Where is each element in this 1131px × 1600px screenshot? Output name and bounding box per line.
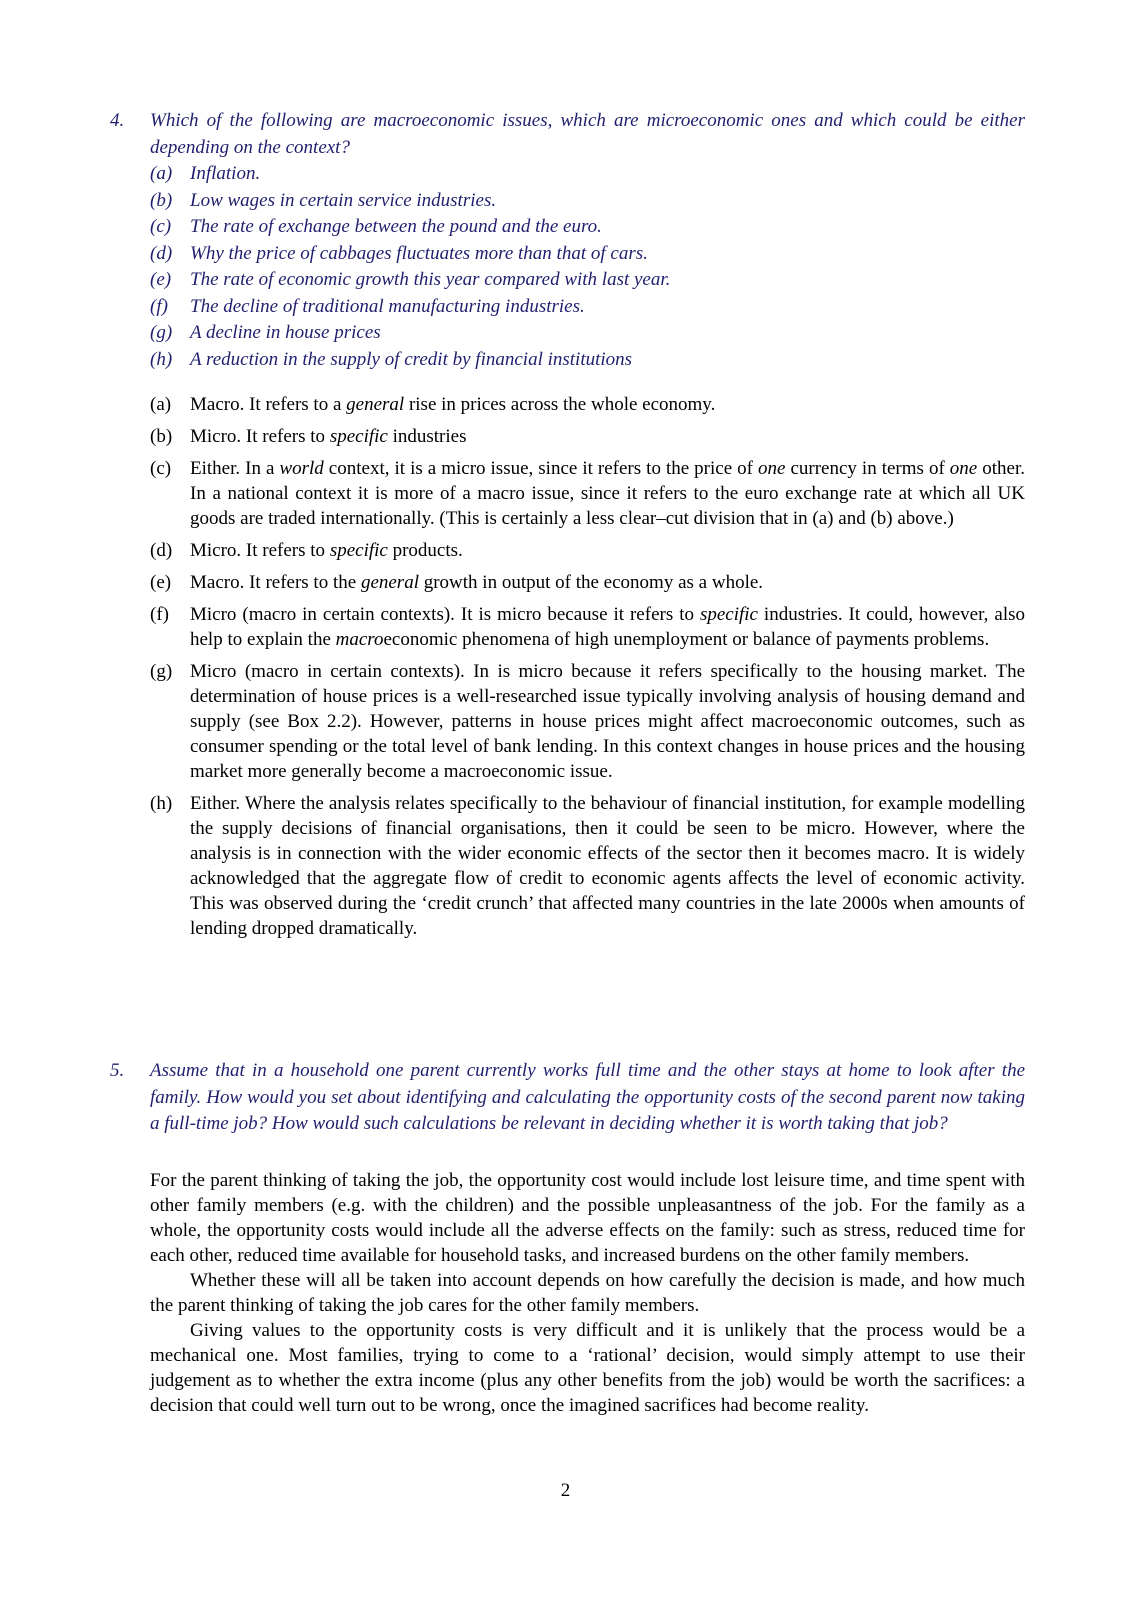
answer-question-5 — [150, 1168, 1025, 1418]
answer-paragraph: Giving values to the opportunity costs is very difficult and it is unlikely that the process would be a mechanical one. Most families, trying to come to a ‘rational’ decision, would simply attempt to use their judgement as to whether the extra income (plus any other benefits from the job) would be worth the sacrifices: a decision that could well turn out to be wrong, once the imagined sacrifices had become reality. — [150, 1320, 1025, 1416]
answer-text: Micro. It refers to — [190, 426, 330, 447]
item-text: Low wages in certain service industries. — [190, 189, 497, 211]
question-5 — [110, 1058, 1025, 1138]
question-number: 4. — [110, 110, 125, 131]
answer-text: Micro. It refers to — [190, 540, 330, 561]
question-items — [150, 161, 1025, 373]
item-text: The rate of economic growth this year compared with last year. — [190, 269, 671, 290]
item-text: Why the price of cabbages fluctuates more than that of cars. — [190, 242, 648, 264]
answer-label: (d) — [150, 540, 173, 561]
answer-item — [150, 659, 1025, 784]
answer-emphasis: one — [758, 458, 786, 479]
answer-text: Macro. It refers to the — [190, 572, 361, 593]
answer-text: Micro (macro in certain contexts). In is micro because it refers specifically to the housing market. The determination of house prices is a well-researched issue typically involving analysis of housing demand and supply (see Box 2.2). However, patterns in house prices might affect macroeconomic outcomes, such as consumer spending or the total level of bank lending. In this context changes in house prices and the housing market more generally become a macroeconomic issue. — [190, 661, 1025, 782]
answer-item — [150, 392, 1025, 417]
question-number: 5. — [110, 1060, 125, 1081]
answer-item — [150, 602, 1025, 652]
answer-label: (b) — [150, 426, 173, 447]
answer-item — [150, 424, 1025, 449]
answer-text: rise in prices across the whole economy. — [404, 394, 716, 415]
question-item — [150, 294, 1025, 321]
answer-paragraph: Whether these will all be taken into account depends on how carefully the decision is made, and how much the parent thinking of taking the job cares for the other family members. — [150, 1270, 1025, 1316]
question-text: Which of the following are macroeconomic issues, which are microeconomic ones and which could be either depending on the context? — [150, 110, 1025, 158]
answer-text: economic phenomena of high unemployment or balance of payments problems. — [383, 629, 990, 650]
answer-emphasis: general — [360, 572, 419, 593]
answer-emphasis: macro — [335, 629, 384, 650]
answer-label: (a) — [150, 394, 172, 415]
answer-text: products. — [387, 540, 463, 561]
page-number: 2 — [560, 1480, 571, 1501]
answer-text: currency in terms of — [785, 458, 950, 479]
answer-text: industries. It could, however, also help to explain the — [190, 604, 1025, 650]
answer-text: growth in output of the economy as a whole. — [418, 572, 764, 593]
question-item — [150, 347, 1025, 374]
answer-label: (e) — [150, 572, 172, 593]
answer-paragraph: For the parent thinking of taking the job, the opportunity cost would include lost leisure time, and time spent with other family members (e.g. with the children) and the possible unpleasantness of the job. For the family as a whole, the opportunity costs would include all the adverse effects on the family: such as stress, reduced time for each other, reduced time available for household tasks, and increased burdens on the other family members. — [150, 1170, 1025, 1266]
item-text: A decline in house prices — [190, 322, 381, 343]
answer-text: Macro. It refers to a — [190, 394, 347, 415]
item-label: (g) — [150, 322, 173, 343]
question-item — [150, 267, 1025, 294]
answer-emphasis: specific — [329, 426, 388, 447]
answer-text: other. In a national context it is more of a macro issue, since it refers to the euro exchange rate at which all UK goods are traded internationally. (This is certainly a less clear–cut division that in (a) and (b) above.) — [190, 458, 1025, 529]
answer-emphasis: general — [346, 394, 405, 415]
answer-item — [150, 791, 1025, 941]
question-item — [150, 241, 1025, 268]
answer-text: Micro (macro in certain contexts). It is micro because it refers to — [190, 604, 700, 625]
answers-question-4 — [150, 392, 1025, 948]
answer-emphasis: one — [949, 458, 978, 479]
item-text: Inflation. — [190, 163, 261, 184]
item-text: The decline of traditional manufacturing industries. — [190, 295, 585, 317]
answer-text: industries — [387, 426, 467, 447]
question-item — [150, 320, 1025, 347]
answer-label: (c) — [150, 458, 172, 479]
item-label: (c) — [150, 216, 172, 237]
question-text: Assume that in a household one parent currently works full time and the other stays at home to look after the family. How would you set about identifying and calculating the opportunity costs of the second parent now taking a full-time job? How would such calculations be relevant in deciding whether it is worth taking that job? — [150, 1060, 1025, 1134]
item-text: The rate of exchange between the pound and the euro. — [190, 216, 602, 237]
answer-label: (g) — [150, 661, 173, 682]
item-label: (d) — [150, 242, 173, 264]
question-item — [150, 214, 1025, 241]
answer-label: (h) — [150, 793, 173, 814]
question-item — [150, 188, 1025, 215]
answer-text: Either. Where the analysis relates specifically to the behaviour of financial institution, for example modelling the supply decisions of financial organisations, then it could be seen to be micro. However, where the analysis is in connection with the wider economic effects of the sector then it becomes macro. It is widely acknowledged that the aggregate flow of credit to economic agents affects the level of economic activity. This was observed during the ‘credit crunch’ that affected many countries in the late 2000s when amounts of lending dropped dramatically. — [190, 793, 1025, 939]
item-label: (a) — [150, 163, 173, 184]
item-label: (b) — [150, 189, 173, 211]
item-label: (h) — [150, 348, 173, 370]
item-label: (f) — [150, 295, 168, 317]
item-label: (e) — [150, 269, 172, 290]
question-4 — [110, 108, 1025, 373]
answer-emphasis: specific — [329, 540, 388, 561]
answer-item — [150, 570, 1025, 595]
question-item — [150, 161, 1025, 188]
answer-item — [150, 538, 1025, 563]
item-text: A reduction in the supply of credit by financial institutions — [190, 348, 633, 370]
answer-text: context, it is a micro issue, since it refers to the price of — [323, 458, 759, 479]
answer-text: Either. In a — [190, 458, 280, 479]
answer-label: (f) — [150, 604, 169, 625]
answer-emphasis: specific — [699, 604, 758, 625]
answer-item — [150, 456, 1025, 531]
answer-emphasis: world — [279, 458, 324, 479]
